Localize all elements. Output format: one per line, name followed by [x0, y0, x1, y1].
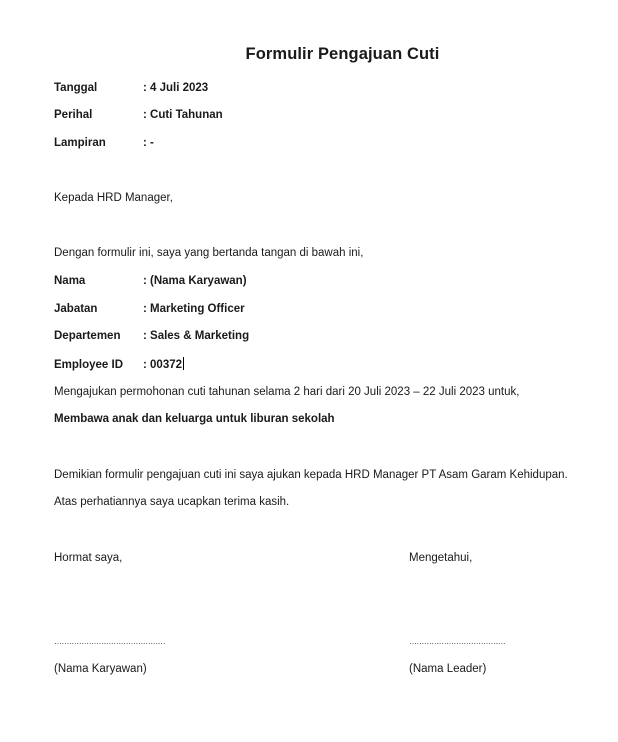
tanggal-label: Tanggal	[54, 82, 98, 94]
closing-text-2: Atas perhatiannya saya ucapkan terima kasih.	[54, 496, 290, 508]
left-signer-name: (Nama Karyawan)	[54, 663, 147, 675]
departemen-value: : Sales & Marketing	[143, 330, 250, 342]
departemen-label: Departemen	[54, 330, 121, 342]
perihal-row	[54, 108, 223, 122]
jabatan-label: Jabatan	[54, 303, 98, 315]
left-signature-line: ………………………………………	[54, 637, 166, 646]
nama-row	[54, 274, 247, 288]
document-title: Formulir Pengajuan Cuti	[245, 45, 440, 63]
departemen-row	[54, 329, 249, 343]
employee-id-row	[54, 357, 184, 372]
jabatan-value: : Marketing Officer	[143, 303, 245, 315]
left-signature-heading: Hormat saya,	[54, 552, 123, 564]
lampiran-value: : -	[143, 137, 154, 149]
lampiran-label: Lampiran	[54, 137, 106, 149]
lampiran-row	[54, 136, 154, 150]
nama-label: Nama	[54, 275, 86, 287]
request-text: Mengajukan permohonan cuti tahunan selama 2 hari dari 20 Juli 2023 – 22 Juli 2023 untuk,	[54, 386, 520, 398]
employee-id-label: Employee ID	[54, 359, 124, 371]
perihal-label: Perihal	[54, 109, 93, 121]
greeting: Kepada HRD Manager,	[54, 192, 173, 204]
reason-text: Membawa anak dan keluarga untuk liburan sekolah	[54, 413, 335, 425]
text-cursor	[183, 357, 184, 370]
right-signature-heading: Mengetahui,	[409, 552, 473, 564]
right-signature-line: …………………………………	[409, 637, 506, 646]
intro-text: Dengan formulir ini, saya yang bertanda tangan di bawah ini,	[54, 247, 364, 259]
nama-value: : (Nama Karyawan)	[143, 275, 247, 287]
perihal-value: : Cuti Tahunan	[143, 109, 223, 121]
jabatan-row	[54, 302, 245, 316]
closing-text-1: Demikian formulir pengajuan cuti ini saya ajukan kepada HRD Manager PT Asam Garam Kehidupan.	[54, 469, 568, 481]
right-signer-name: (Nama Leader)	[409, 663, 487, 675]
tanggal-row	[54, 81, 208, 95]
tanggal-value: : 4 Juli 2023	[143, 82, 209, 94]
employee-id-value[interactable]: : 00372	[143, 359, 183, 371]
